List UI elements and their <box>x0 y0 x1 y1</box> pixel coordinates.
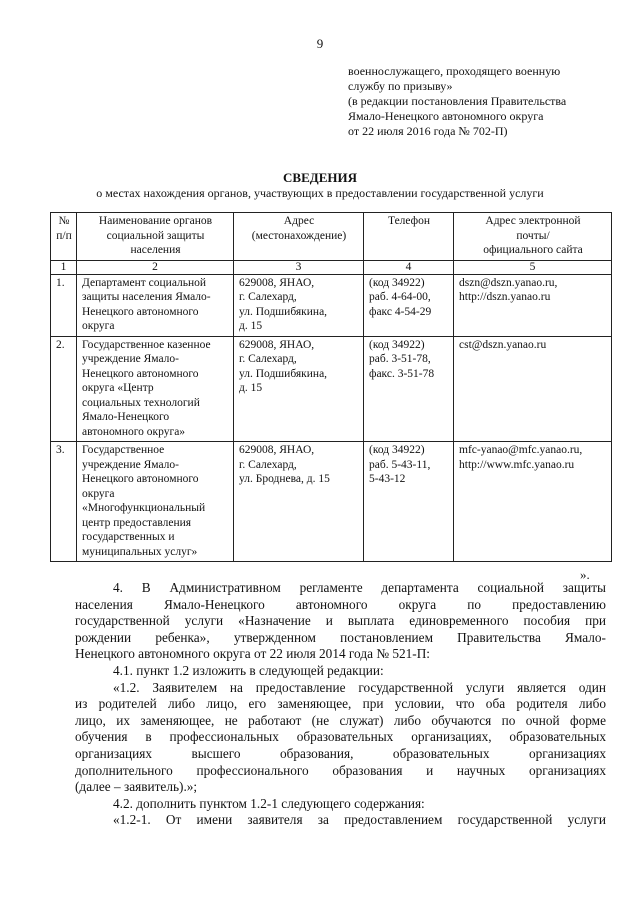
cell-line: Ямало-Ненецкого <box>82 411 170 423</box>
email-website-cell <box>454 336 612 442</box>
cell-line: 629008, ЯНАО, <box>239 444 315 456</box>
cell-line: социальных технологий <box>82 396 200 409</box>
row-number-cell <box>51 274 77 336</box>
body-line: 4.2. дополнить пунктом 1.2-1 следующего содержания: <box>113 795 425 811</box>
cell-line: (код 34922) <box>369 444 425 456</box>
address-cell <box>234 336 364 442</box>
body-line: «1.2. Заявителем на предоставление государственной услуги является один <box>113 679 606 695</box>
body-line: обучения в профессиональных образовательных организациях, образовательных <box>75 729 606 745</box>
cell-line: 629008, ЯНАО, <box>239 338 315 351</box>
document-subheading: о местах нахождения органов, участвующих в предоставлении государственной услуги <box>96 186 544 200</box>
cell-line: 629008, ЯНАО, <box>239 276 315 289</box>
amendment-note <box>348 64 618 139</box>
cell-line: факс. 3-51-78 <box>369 367 435 380</box>
body-line: рождении ребенка», утвержденном постановлением Правительства Ямало- <box>75 629 606 645</box>
column-number-cell: 1 <box>51 260 77 274</box>
cell-line: Государственное казенное <box>82 338 211 351</box>
cell-line: http://dszn.yanao.ru <box>459 291 551 303</box>
email-website-cell <box>454 442 612 562</box>
note-line: (в редакции постановления Правительства <box>348 94 567 108</box>
column-header <box>364 213 454 261</box>
table-row <box>51 336 612 442</box>
header-line: населения <box>130 244 181 256</box>
cell-line: учреждение Ямало- <box>82 458 179 471</box>
cell-line: 3. <box>56 444 65 456</box>
column-number-row <box>51 260 612 274</box>
cell-line: «Многофункциональный <box>82 502 206 514</box>
body-line: 4. В Административном регламенте департамента социальной защиты <box>113 580 606 595</box>
column-number-cell: 4 <box>364 260 454 274</box>
body-line: 4.1. пункт 1.2 изложить в следующей редакции: <box>113 662 384 678</box>
cell-line: Департамент социальной <box>82 276 207 289</box>
cell-line: учреждение Ямало- <box>82 353 179 365</box>
agency-name-cell <box>77 336 234 442</box>
header-line: почты/ <box>516 229 550 242</box>
cell-line: округа «Центр <box>82 382 154 394</box>
cell-line: защиты населения Ямало- <box>82 291 211 303</box>
table-row <box>51 442 612 562</box>
body-line: государственной услуги «Назначение и выплата единовременного пособия при <box>75 613 606 629</box>
cell-line: д. 15 <box>239 320 263 332</box>
address-cell <box>234 274 364 336</box>
agency-name-cell <box>77 274 234 336</box>
cell-line: автономного округа» <box>82 425 186 438</box>
note-line: Ямало-Ненецкого автономного округа <box>348 109 544 123</box>
closing-quote: ». <box>580 567 590 582</box>
body-line: населения Ямало-Ненецкого автономного округа по предоставлению <box>75 596 606 612</box>
cell-line: 1. <box>56 276 65 289</box>
cell-line: Государственное <box>82 444 165 456</box>
column-header <box>234 213 364 261</box>
phone-cell <box>364 336 454 442</box>
header-line: Наименование органов <box>98 215 213 227</box>
cell-line: ул. Подшибякина, <box>239 367 328 380</box>
body-line: Ненецкого автономного округа от 22 июля 2014 года № 521-П: <box>75 646 430 662</box>
row-number-cell <box>51 336 77 442</box>
agencies-table <box>50 212 612 562</box>
body-line: организациях высшего образования, образовательных организациях <box>75 745 606 761</box>
header-line: Телефон <box>387 215 431 227</box>
cell-line: ул. Подшибякина, <box>239 305 328 318</box>
column-header <box>454 213 612 261</box>
email-website-cell <box>454 274 612 336</box>
agency-name-cell <box>77 442 234 562</box>
cell-line: г. Салехард, <box>239 458 297 471</box>
cell-line: http://www.mfc.yanao.ru <box>459 458 575 471</box>
cell-line: Ненецкого автономного <box>82 305 199 318</box>
header-line: № <box>58 215 70 227</box>
column-number-cell: 5 <box>454 260 612 274</box>
body-line: дополнительного профессионального образования и научных организациях <box>75 762 606 778</box>
address-cell <box>234 442 364 562</box>
cell-line: cst@dszn.yanao.ru <box>459 338 547 351</box>
cell-line: центр предоставления <box>82 516 192 529</box>
cell-line: г. Салехард, <box>239 353 297 365</box>
cell-line: (код 34922) <box>369 276 425 289</box>
header-line: социальной защиты <box>106 229 205 242</box>
cell-line: муниципальных услуг» <box>82 545 198 558</box>
column-number-cell: 3 <box>234 260 364 274</box>
cell-line: раб. 4-64-00, <box>369 291 431 303</box>
note-line: от 22 июля 2016 года № 702-П) <box>348 124 508 138</box>
header-line: Адрес электронной <box>485 215 581 227</box>
cell-line: д. 15 <box>239 382 263 394</box>
table-row <box>51 274 612 336</box>
header-line: Адрес <box>283 215 315 227</box>
cell-line: (код 34922) <box>369 338 425 351</box>
body-line: «1.2-1. От имени заявителя за предоставлением государственной услуги <box>113 812 606 828</box>
body-line: лицо, их заменяющее, не работают (не служат) либо обучаются по очной форме <box>75 712 606 728</box>
cell-line: 2. <box>56 338 65 351</box>
column-number-cell: 2 <box>77 260 234 274</box>
cell-line: факс 4-54-29 <box>369 305 432 318</box>
header-line: (местонахождение) <box>251 229 347 242</box>
column-header <box>51 213 77 261</box>
header-line: п/п <box>56 229 72 242</box>
cell-line: округа <box>82 487 115 500</box>
note-line: службу по призыву» <box>348 79 453 93</box>
document-heading: СВЕДЕНИЯ <box>283 170 357 185</box>
cell-line: государственных и <box>82 531 175 543</box>
note-line: военнослужащего, проходящего военную <box>348 64 561 78</box>
cell-line: г. Салехард, <box>239 291 297 303</box>
cell-line: mfc-yanao@mfc.yanao.ru, <box>459 444 583 456</box>
column-header <box>77 213 234 261</box>
phone-cell <box>364 442 454 562</box>
phone-cell <box>364 274 454 336</box>
cell-line: 5-43-12 <box>369 473 406 485</box>
cell-line: округа <box>82 320 115 332</box>
row-number-cell <box>51 442 77 562</box>
table-header-row <box>51 213 612 261</box>
body-text <box>75 580 606 829</box>
body-line: (далее – заявитель).»; <box>75 779 198 795</box>
header-line: официального сайта <box>483 244 583 256</box>
page-number: 9 <box>316 36 324 51</box>
cell-line: раб. 3-51-78, <box>369 353 431 365</box>
cell-line: Ненецкого автономного <box>82 367 199 380</box>
cell-line: раб. 5-43-11, <box>369 458 431 471</box>
cell-line: dszn@dszn.yanao.ru, <box>459 276 558 289</box>
cell-line: Ненецкого автономного <box>82 473 199 485</box>
body-line: из родителей либо лицо, его заменяющее, при условии, что оба родителя либо <box>75 696 606 712</box>
cell-line: ул. Броднева, д. 15 <box>239 473 330 485</box>
